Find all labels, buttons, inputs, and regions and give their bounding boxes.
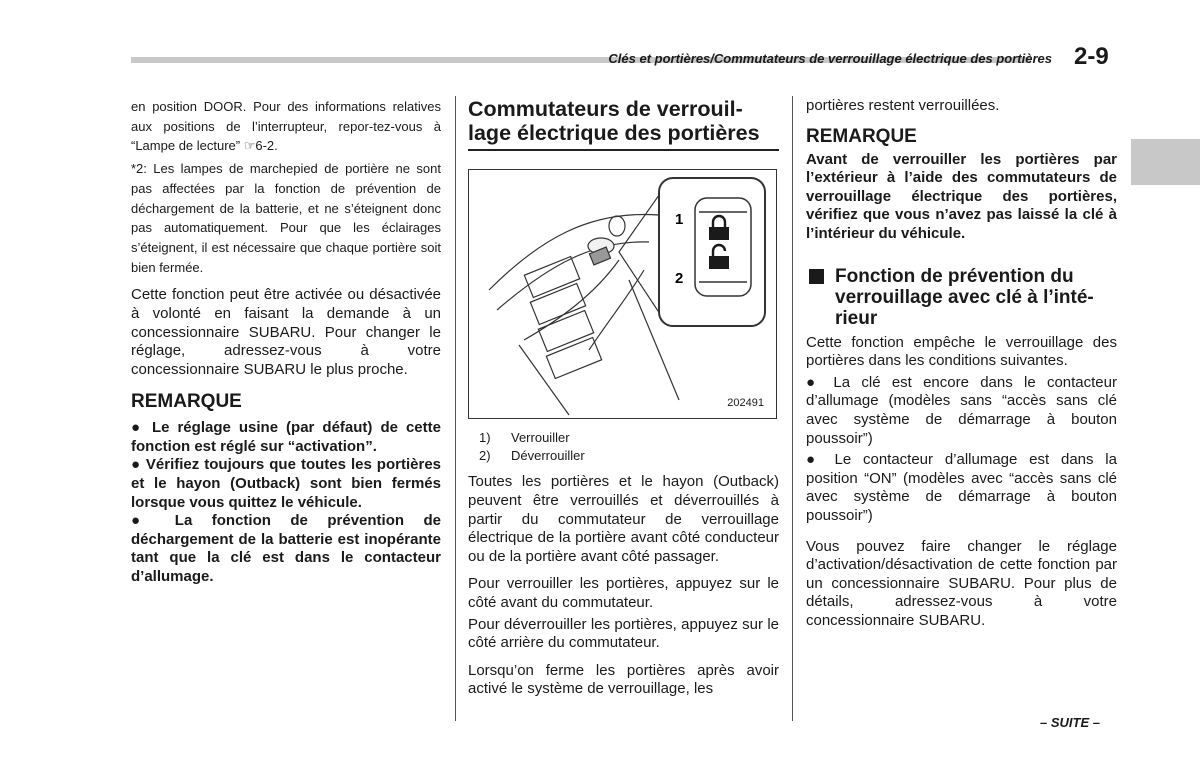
column-1 xyxy=(131,97,441,587)
figure-label-2: 2 xyxy=(675,270,684,287)
paragraph-door-position: en position DOOR. Pour des informations relatives aux positions de l’interrupteur, repor-tez-vous à “Lampe de lecture” ☞6-2. xyxy=(131,99,441,154)
door-lock-switch-figure xyxy=(468,169,777,419)
figure-captions xyxy=(468,429,779,464)
door-panel-illustration xyxy=(469,170,776,418)
paragraph-change-setting: Vous pouvez faire changer le réglage d’activation/désactivation de cette fonction par un concessionnaire SUBARU. Pour plus de détails, adressez-vous à votre concessionnaire SUBARU. xyxy=(806,537,1117,629)
paragraph-lock: Pour verrouiller les portières, appuyez sur le côté avant du commutateur. xyxy=(468,575,779,611)
column-2 xyxy=(468,97,779,699)
condition-bullet-1: ● La clé est encore dans le contacteur d’allumage (modèles sans “accès sans clé avec système de démarrage à bouton poussoir”) xyxy=(806,373,1117,447)
subsection-title: Fonction de prévention du verrouillage avec clé à l’inté-rieur xyxy=(835,265,1094,329)
square-bullet-icon xyxy=(809,269,824,284)
continued-marker: – SUITE – xyxy=(1040,715,1100,730)
remarque-bullet-2: ● Vérifiez toujours que toutes les portières et le hayon (Outback) sont bien fermés lorsque vous quittez le véhicule. xyxy=(131,456,441,511)
paragraph-function: Cette fonction empêche le verrouillage des portières dans les conditions suivantes. xyxy=(806,333,1117,370)
column-3 xyxy=(806,97,1117,630)
section-title: Commutateurs de verrouil-lage électrique des portières xyxy=(468,97,779,151)
column-divider-1 xyxy=(455,96,456,721)
figure-label-1: 1 xyxy=(675,211,684,228)
footnote-step-lamps: *2: Les lampes de marchepied de portière ne sont pas affectées par la fonction de prévention de déchargement de la batterie, et ne s’éteignent donc pas automatiquement. Pour que les éclairages s’éteignent, il est nécessaire que chaque portière soit bien fermée. xyxy=(131,161,441,275)
paragraph-close-doors: Lorsqu’on ferme les portières après avoir activé le système de verrouillage, les xyxy=(468,661,779,698)
paragraph-all-doors: Toutes les portières et le hayon (Outback) peuvent être verrouillés et déverrouillés à partir du commutateur de verrouillage électrique de la portière avant côté conducteur ou de la portière avant côté passager. xyxy=(468,473,779,565)
remarque-bullet-3: ● La fonction de prévention de déchargement de la batterie est inopérante tant que la clé est dans le contacteur d’allumage. xyxy=(131,512,441,586)
paragraph-continued: portières restent verrouillées. xyxy=(806,97,1000,114)
remarque-heading: REMARQUE xyxy=(131,391,242,413)
caption-item: 1) Verrouiller xyxy=(479,430,570,445)
subsection-heading xyxy=(806,266,1117,329)
condition-bullet-2: ● Le contacteur d’allumage est dans la position “ON” (modèles avec “accès sans clé avec système de démarrage à bouton poussoir”) xyxy=(806,451,1117,524)
figure-code: 202491 xyxy=(727,397,764,409)
page-number: 2-9 xyxy=(1074,43,1109,70)
column-divider-2 xyxy=(792,96,793,721)
remarque-heading: REMARQUE xyxy=(806,125,917,147)
paragraph-unlock: Pour déverrouiller les portières, appuyez sur le côté arrière du commutateur. xyxy=(468,615,779,652)
chapter-tab xyxy=(1131,139,1200,185)
running-header-title: Clés et portières/Commutateurs de verrouillage électrique des portières xyxy=(608,51,1052,66)
caption-item: 2) Déverrouiller xyxy=(479,447,585,463)
paragraph-activation: Cette fonction peut être activée ou désactivée à volonté en faisant la demande à un concessionnaire SUBARU. Pour changer le réglage, adressez-vous à votre concessionnaire SUBARU le plus proche. xyxy=(131,286,441,378)
remarque-bullet-1: ● Le réglage usine (par défaut) de cette fonction est réglé sur “activation”. xyxy=(131,419,441,455)
remarque-text: Avant de verrouiller les portières par l’extérieur à l’aide des commutateurs de verrouillage électrique des portières, vérifiez que vous n’avez pas laissé la clé à l’intérieur du véhicule. xyxy=(806,150,1117,242)
